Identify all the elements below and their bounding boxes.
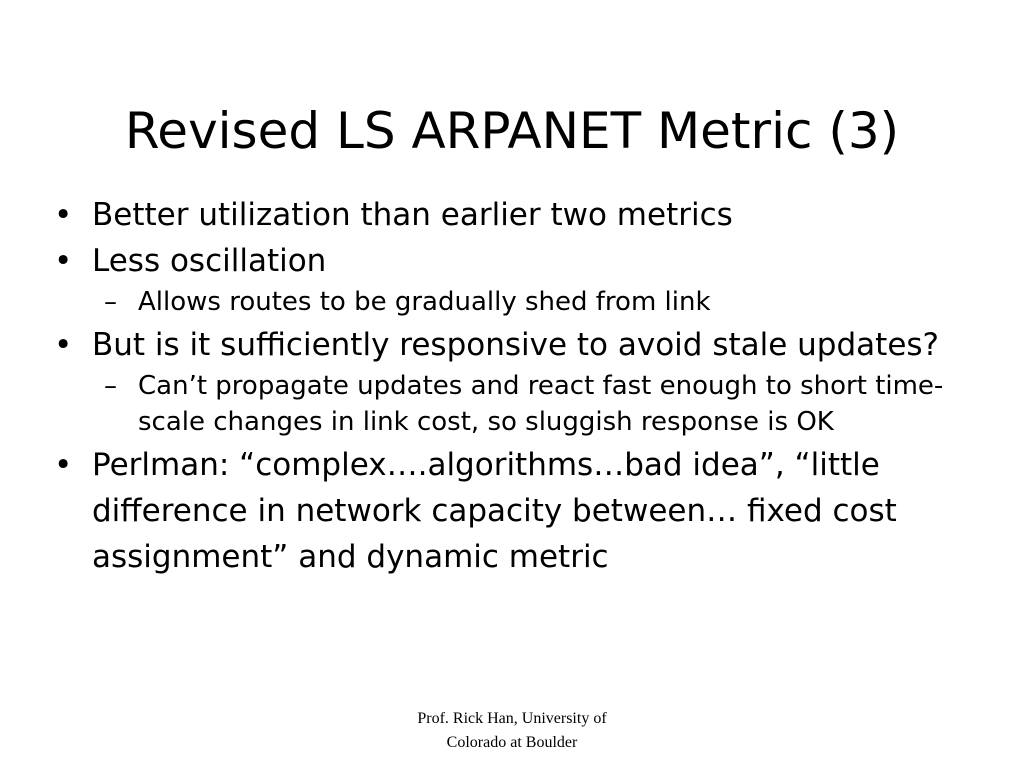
dash-icon: – bbox=[104, 287, 117, 317]
bullet-item bbox=[54, 192, 989, 238]
bullet-text: But is it sufficiently responsive to avoid stale updates? bbox=[92, 327, 939, 363]
bullet-text: Perlman: “complex….algorithms…bad idea”, “little difference in network capacity between… fixed cost assignment” and dynamic metric bbox=[92, 447, 897, 575]
sub-bullet-item bbox=[54, 284, 989, 320]
slide-footer bbox=[362, 707, 662, 755]
sub-bullet-item bbox=[54, 368, 989, 440]
bullet-text: Better utilization than earlier two metrics bbox=[92, 197, 733, 233]
bullet-icon: • bbox=[54, 327, 73, 363]
sub-bullet-text: Can’t propagate updates and react fast enough to short time-scale changes in link cost, so sluggish response is OK bbox=[138, 371, 944, 437]
bullet-text: Less oscillation bbox=[92, 243, 327, 279]
footer-line: Prof. Rick Han, University of bbox=[417, 710, 607, 727]
sub-bullet-text: Allows routes to be gradually shed from link bbox=[138, 287, 711, 317]
bullet-icon: • bbox=[54, 243, 73, 279]
slide-title: Revised LS ARPANET Metric (3) bbox=[124, 102, 900, 160]
bullet-item bbox=[54, 238, 989, 284]
bullet-list bbox=[54, 192, 989, 580]
bullet-icon: • bbox=[54, 447, 73, 483]
bullet-item bbox=[54, 322, 989, 368]
bullet-item bbox=[54, 442, 989, 580]
bullet-icon: • bbox=[54, 197, 73, 233]
dash-icon: – bbox=[104, 371, 117, 401]
footer-line: Colorado at Boulder bbox=[446, 734, 578, 751]
